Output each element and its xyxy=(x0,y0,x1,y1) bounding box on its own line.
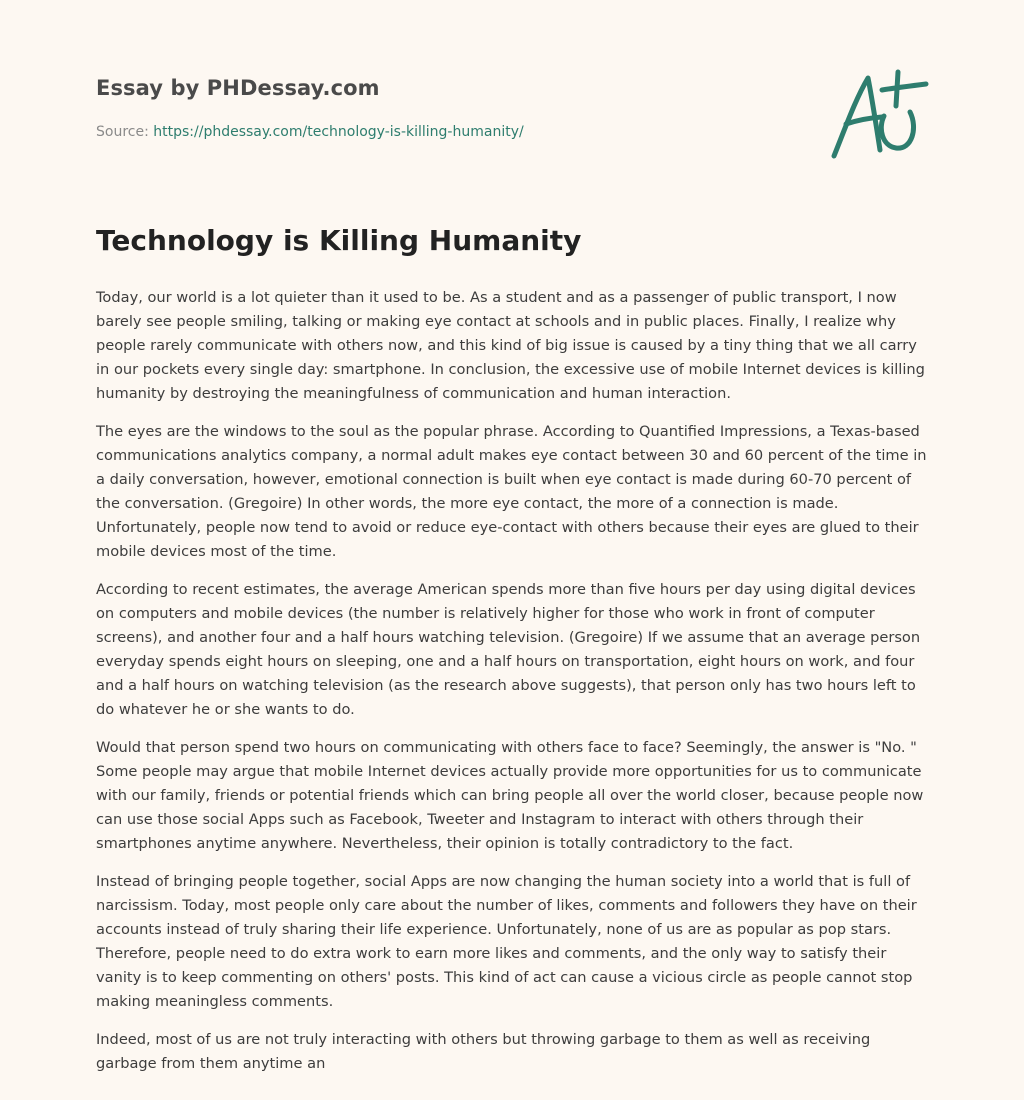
essay-body xyxy=(96,286,928,1076)
site-title: Essay by PHDessay.com xyxy=(96,76,380,100)
essay-paragraph: Indeed, most of us are not truly interacting with others but throwing garbage to them as well as receiving garbage from them anytime an xyxy=(96,1030,871,1072)
essay-paragraph: Instead of bringing people together, social Apps are now changing the human society into a world that is full of narcissism. Today, most people only care about the number of likes, comments and followers they have on their accounts instead of truly sharing their life experience. Unfortunately, none of us are as popular as pop stars. Therefore, people need to do extra work to earn more likes and comments, and the only way to satisfy their vanity is to keep commenting on others' posts. This kind of act can cause a vicious circle as people cannot stop making meaningless comments. xyxy=(96,872,917,1010)
source-link[interactable]: https://phdessay.com/technology-is-killing-humanity/ xyxy=(153,124,524,140)
page-header xyxy=(96,0,928,190)
essay-paragraph: Today, our world is a lot quieter than it used to be. As a student and as a passenger of public transport, I now barely see people smiling, talking or making eye contact at schools and in public places. Finally, I realize why people rarely communicate with others now, and this kind of big issue is caused by a tiny thing that we all carry in our pockets every single day: smartphone. In conclusion, the excessive use of mobile Internet devices is killing humanity by destroying the meaningfulness of communication and human interaction. xyxy=(96,288,925,402)
source-label: Source: xyxy=(96,124,149,140)
source-line xyxy=(96,124,524,140)
a-plus-logo xyxy=(826,66,930,166)
essay-paragraph: The eyes are the windows to the soul as the popular phrase. According to Quantified Impressions, a Texas-based communications analytics company, a normal adult makes eye contact between 30 and 60 percent of the time in a daily conversation, however, emotional connection is built when eye contact is made during 60-70 percent of the conversation. (Gregoire) In other words, the more eye contact, the more of a connection is made. Unfortunately, people now tend to avoid or reduce eye-contact with others because their eyes are glued to their mobile devices most of the time. xyxy=(96,422,927,560)
essay-paragraph: Would that person spend two hours on communicating with others face to face? Seemingly, the answer is "No. " Some people may argue that mobile Internet devices actually provide more opportunities for us to communicate with our family, friends or potential friends which can bring people all over the world closer, because people now can use those social Apps such as Facebook, Tweeter and Instagram to interact with others through their smartphones anytime anywhere. Nevertheless, their opinion is totally contradictory to the fact. xyxy=(96,738,924,852)
essay-paragraph: According to recent estimates, the average American spends more than five hours per day using digital devices on computers and mobile devices (the number is relatively higher for those who work in front of computer screens), and another four and a half hours watching television. (Gregoire) If we assume that an average person everyday spends eight hours on sleeping, one and a half hours on transportation, eight hours on work, and four and a half hours on watching television (as the research above suggests), that person only has two hours left to do whatever he or she wants to do. xyxy=(96,580,921,718)
essay-title: Technology is Killing Humanity xyxy=(96,224,582,257)
